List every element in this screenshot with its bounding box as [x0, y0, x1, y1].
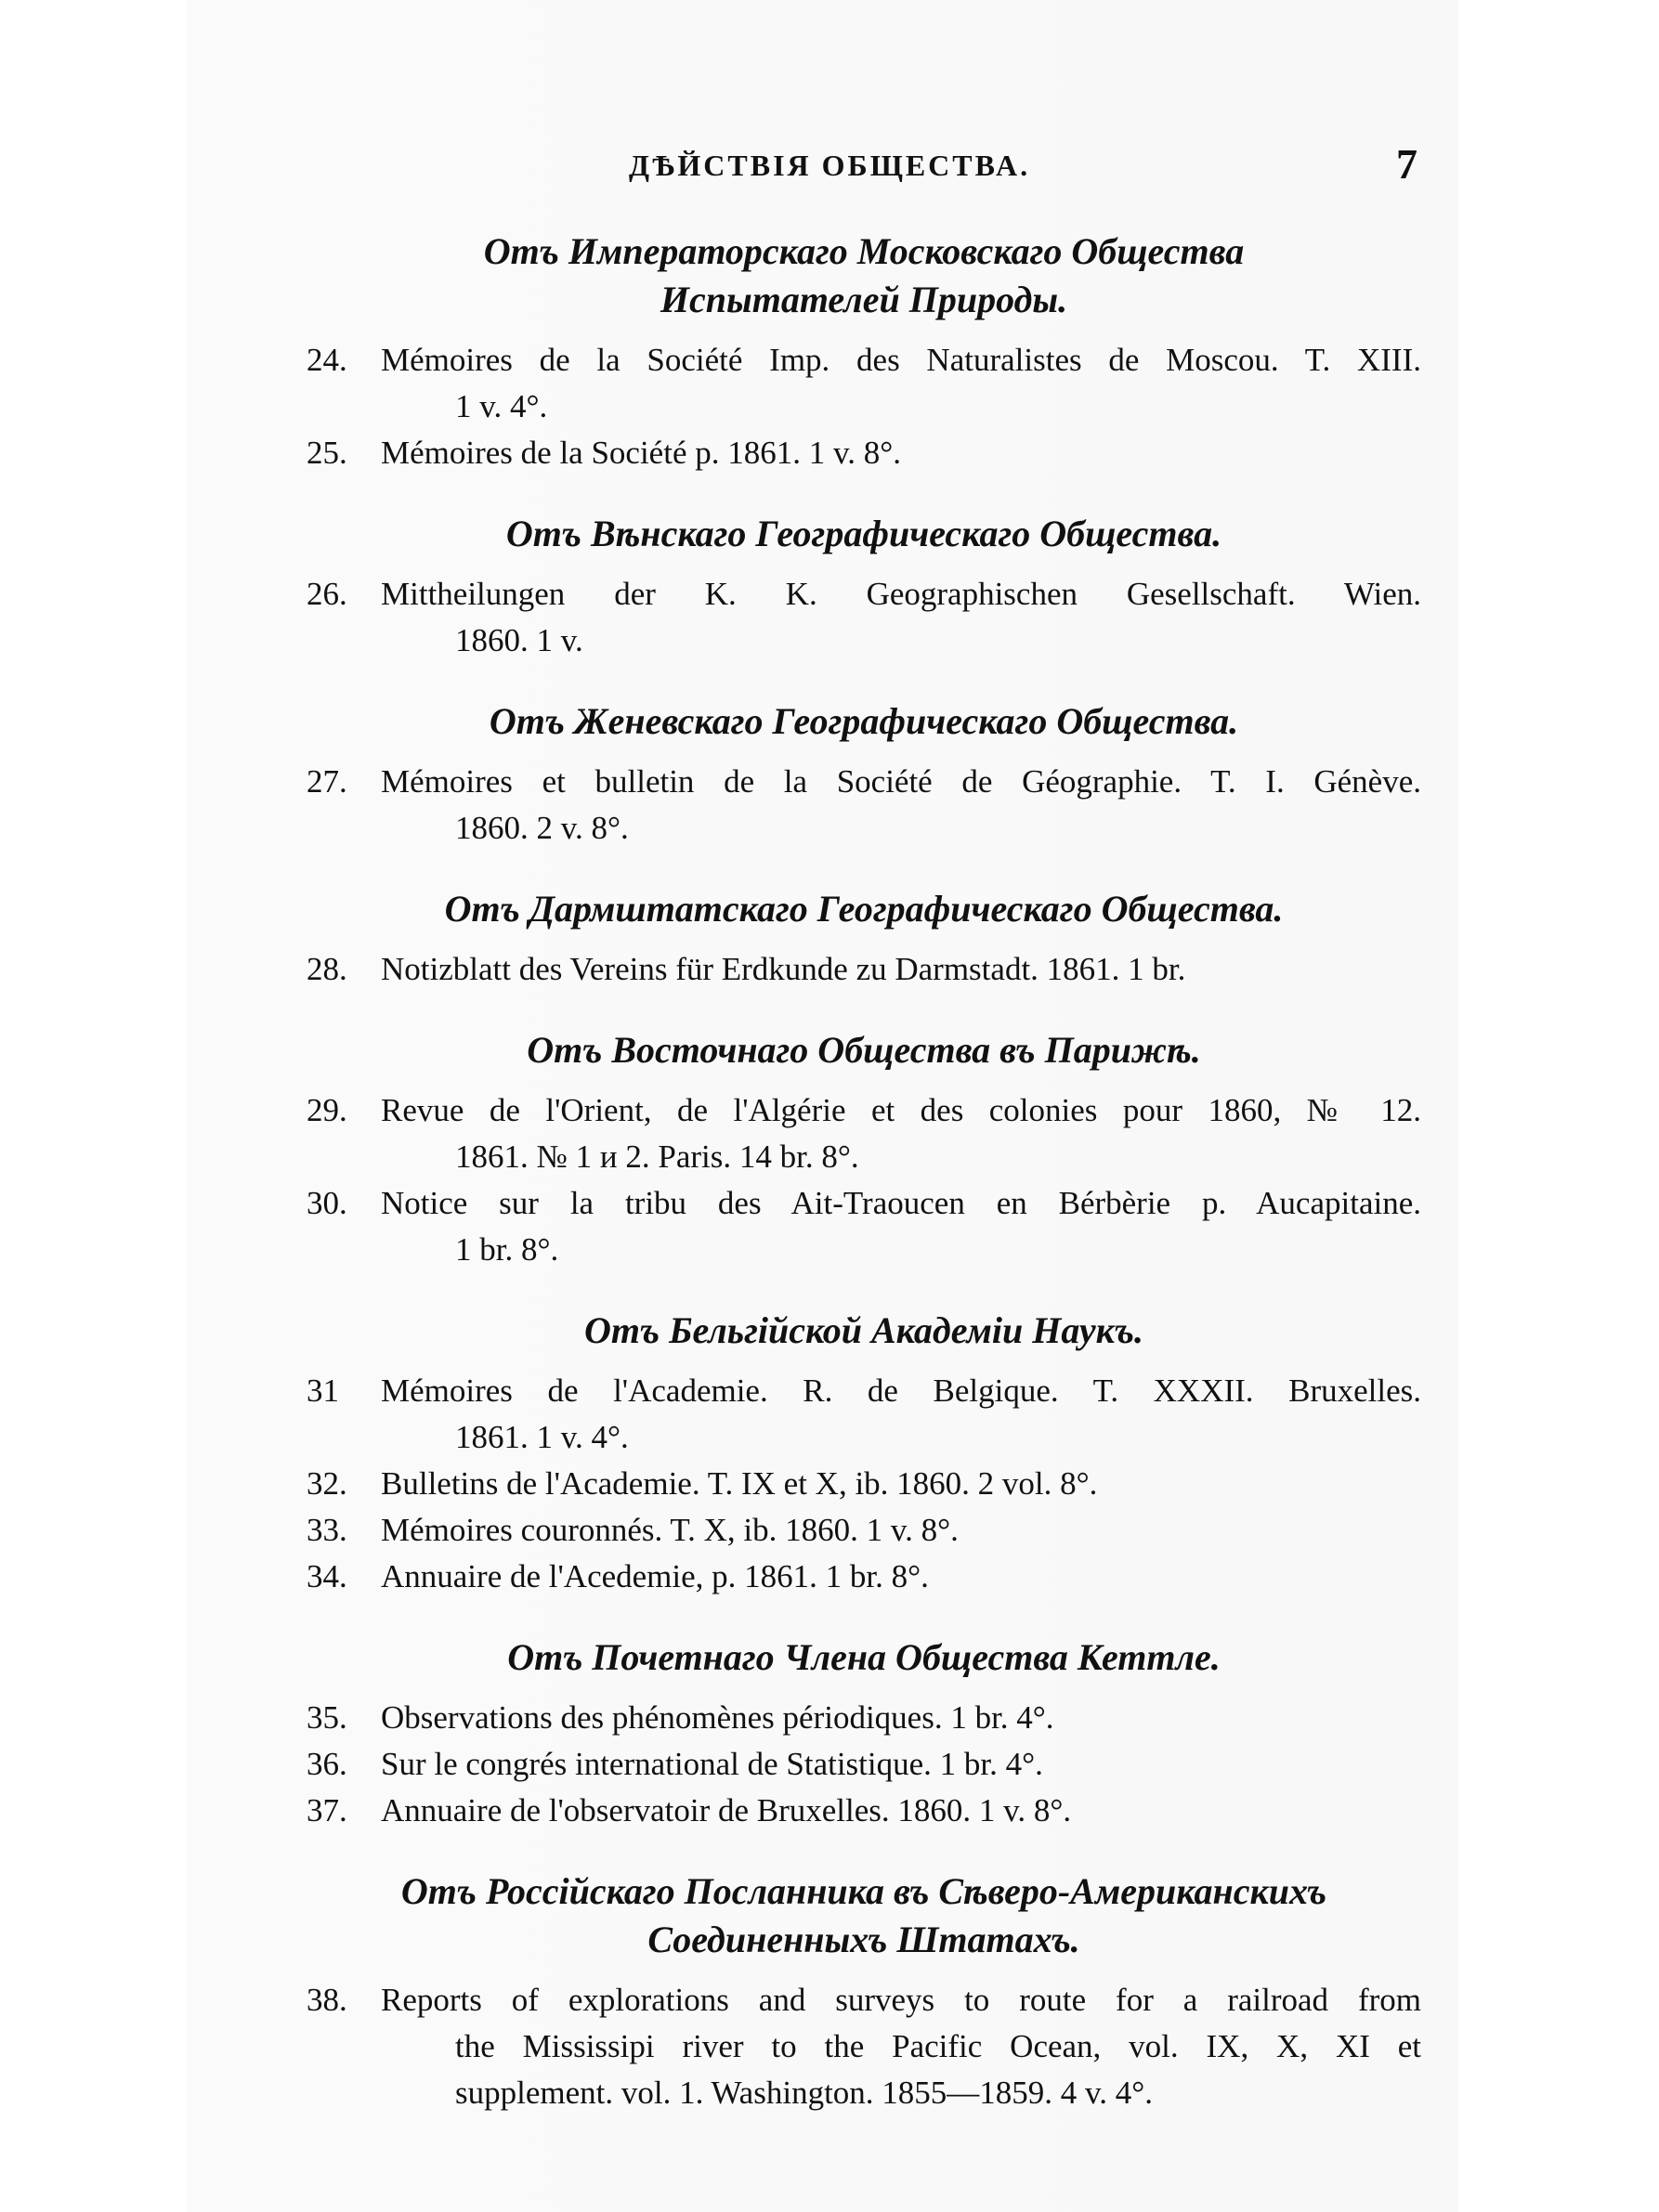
list-item: [307, 1180, 1421, 1273]
item-text-line: Mémoires couronnés. T. X, ib. 1860. 1 v. 8°.: [381, 1512, 959, 1548]
donor-section: [307, 885, 1421, 993]
item-text-line: 1861. № 1 и 2. Paris. 14 br. 8°.: [455, 1139, 859, 1175]
item-number: 32.: [307, 1465, 347, 1502]
list-item: [307, 571, 1421, 664]
item-text-line: Mémoires et bulletin de la Société de Géographie. T. I. Génève.: [381, 763, 1421, 800]
item-number: 30.: [307, 1185, 347, 1221]
item-number: 35.: [307, 1699, 347, 1736]
donor-section: [307, 1026, 1421, 1273]
item-text-line: Revue de l'Orient, de l'Algérie et des colonies pour 1860, № 12.: [381, 1092, 1421, 1128]
item-text-line: Mittheilungen der K. K. Geographischen Gesellschaft. Wien.: [381, 576, 1421, 612]
running-title: ДѢЙСТВІЯ ОБЩЕСТВА.: [628, 149, 1031, 182]
donor-section: [307, 510, 1421, 664]
item-number: 25.: [307, 435, 347, 471]
list-item: [307, 1788, 1421, 1834]
item-text-line: the Mississipi river to the Pacific Ocean, vol. IX, X, XI et: [455, 2028, 1421, 2064]
item-text-line: 1 br. 8°.: [455, 1231, 559, 1268]
donor-section: [307, 1307, 1421, 1600]
list-item: [307, 1741, 1421, 1788]
item-number: 27.: [307, 763, 347, 800]
donation-list: [307, 228, 1421, 2150]
page-header: [0, 139, 1659, 195]
list-item: [307, 430, 1421, 476]
item-text-line: Annuaire de l'Acedemie, p. 1861. 1 br. 8°.: [381, 1558, 929, 1594]
list-item: [307, 1695, 1421, 1741]
item-number: 24.: [307, 342, 347, 378]
donor-section: [307, 228, 1421, 476]
list-item: [307, 1461, 1421, 1507]
item-number: 26.: [307, 576, 347, 612]
item-text-line: Observations des phénomènes périodiques. 1 br. 4°.: [381, 1699, 1054, 1736]
item-text-line: Sur le congrés international de Statistique. 1 br. 4°.: [381, 1746, 1043, 1782]
list-item: [307, 1087, 1421, 1180]
item-text-line: Annuaire de l'observatoir de Bruxelles. 1860. 1 v. 8°.: [381, 1792, 1072, 1828]
donor-heading: Отъ Женевскаго Географическаго Общества.: [489, 700, 1239, 742]
item-number: 38.: [307, 1982, 347, 2018]
donor-heading: Отъ Дармштатскаго Географическаго Общества.: [444, 888, 1284, 930]
item-text-line: 1860. 2 v. 8°.: [455, 810, 629, 846]
donor-section: [307, 697, 1421, 852]
donor-heading: Соединенныхъ Штатахъ.: [647, 1919, 1080, 1960]
list-item: [307, 1507, 1421, 1554]
item-text-line: Mémoires de la Société Imp. des Naturalistes de Moscou. T. XIII.: [381, 342, 1421, 378]
donor-heading: Испытателей Природы.: [660, 279, 1068, 320]
item-number: 28.: [307, 951, 347, 987]
item-text-line: Reports of explorations and surveys to route for a railroad from: [381, 1982, 1421, 2018]
item-text-line: 1 v. 4°.: [455, 388, 548, 424]
donor-heading: Отъ Почетнаго Члена Общества Кеттле.: [507, 1636, 1221, 1678]
item-number: 36.: [307, 1746, 347, 1782]
item-text-line: 1861. 1 v. 4°.: [455, 1419, 629, 1455]
item-number: 37.: [307, 1792, 347, 1828]
item-text-line: supplement. vol. 1. Washington. 1855—1859. 4 v. 4°.: [455, 2075, 1154, 2111]
donor-heading: Отъ Россійскаго Посланника въ Сѣверо-Американскихъ: [400, 1870, 1327, 1912]
list-item: [307, 1368, 1421, 1461]
list-item: [307, 946, 1421, 993]
page-number: 7: [1396, 140, 1417, 188]
item-text-line: Mémoires de la Société p. 1861. 1 v. 8°.: [381, 435, 901, 471]
donor-section: [307, 1867, 1421, 2116]
item-text-line: Notizblatt des Vereins für Erdkunde zu Darmstadt. 1861. 1 br.: [381, 951, 1186, 987]
donor-heading: Отъ Императорскаго Московскаго Общества: [483, 230, 1245, 272]
donor-heading: Отъ Вѣнскаго Географическаго Общества.: [505, 513, 1222, 554]
item-text-line: Notice sur la tribu des Ait-Traoucen en Bérbèrie p. Aucapitaine.: [381, 1185, 1421, 1221]
item-number: 29.: [307, 1092, 347, 1128]
list-item: [307, 1554, 1421, 1600]
donor-heading: Отъ Бельгійской Академіи Наукъ.: [584, 1309, 1143, 1351]
list-item: [307, 1977, 1421, 2116]
item-number: 34.: [307, 1558, 347, 1594]
item-text-line: Bulletins de l'Academie. T. IX et X, ib. 1860. 2 vol. 8°.: [381, 1465, 1098, 1502]
donor-section: [307, 1633, 1421, 1834]
donor-heading: Отъ Восточнаго Общества въ Парижѣ.: [527, 1029, 1201, 1071]
item-text-line: Mémoires de l'Academie. R. de Belgique. T. XXXII. Bruxelles.: [381, 1373, 1421, 1409]
item-number: 33.: [307, 1512, 347, 1548]
item-text-line: 1860. 1 v.: [455, 622, 583, 658]
list-item: [307, 759, 1421, 852]
item-number: 31: [307, 1373, 339, 1409]
list-item: [307, 337, 1421, 430]
